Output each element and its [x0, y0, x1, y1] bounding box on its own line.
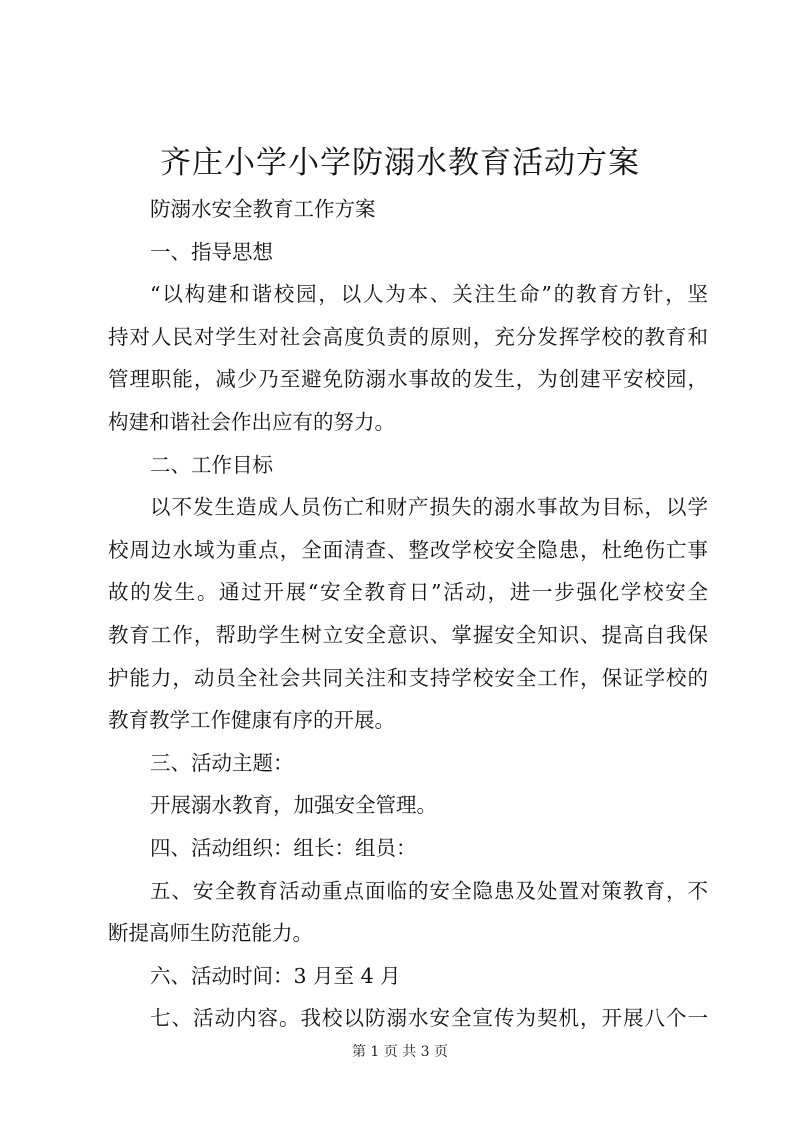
paragraph-line: 持对人民对学生对社会高度负责的原则，充分发挥学校的教育和: [108, 324, 708, 349]
paragraph-line: 校周边水域为重点，全面清查、整改学校安全隐患，杜绝伤亡事: [108, 537, 708, 562]
section-heading-2: 二、工作目标: [150, 452, 273, 477]
section-heading-6: 六、活动时间：3 月至 4 月: [150, 963, 401, 988]
paragraph-line: 断提高师生防范能力。: [108, 921, 313, 946]
paragraph-line: 护能力，动员全社会共同关注和支持学校安全工作，保证学校的: [108, 665, 708, 690]
document-body: [108, 188, 708, 1040]
paragraph-line: 以不发生造成人员伤亡和财产损失的溺水事故为目标，以学: [150, 495, 708, 520]
section-heading-1: 一、指导思想: [150, 239, 273, 264]
subtitle-line: 防溺水安全教育工作方案: [150, 197, 376, 221]
paragraph-line: 教育教学工作健康有序的开展。: [108, 708, 395, 733]
section-heading-3: 三、活动主题：: [150, 750, 294, 775]
paragraph-line: “以构建和谐校园，以人为本、关注生命”的教育方针，坚: [150, 282, 708, 307]
page-footer: 第 1 页 共 3 页: [351, 1044, 449, 1060]
paragraph-line: 故的发生。通过开展“安全教育日”活动，进一步强化学校安全: [108, 580, 708, 605]
paragraph-line: 开展溺水教育，加强安全管理。: [150, 793, 437, 818]
paragraph-line: 教育工作，帮助学生树立安全意识、掌握安全知识、提高自我保: [108, 622, 708, 647]
section-heading-7: 七、活动内容。我校以防溺水安全宣传为契机，开展八个一: [150, 1006, 708, 1031]
document-title: 齐庄小学小学防溺水教育活动方案: [160, 145, 640, 181]
paragraph-line: 管理职能，减少乃至避免防溺水事故的发生，为创建平安校园，: [108, 367, 708, 392]
section-heading-4: 四、活动组织：组长：组员：: [150, 835, 417, 860]
section-heading-5: 五、安全教育活动重点面临的安全隐患及处置对策教育，不: [150, 878, 708, 903]
paragraph-line: 构建和谐社会作出应有的努力。: [108, 409, 395, 434]
